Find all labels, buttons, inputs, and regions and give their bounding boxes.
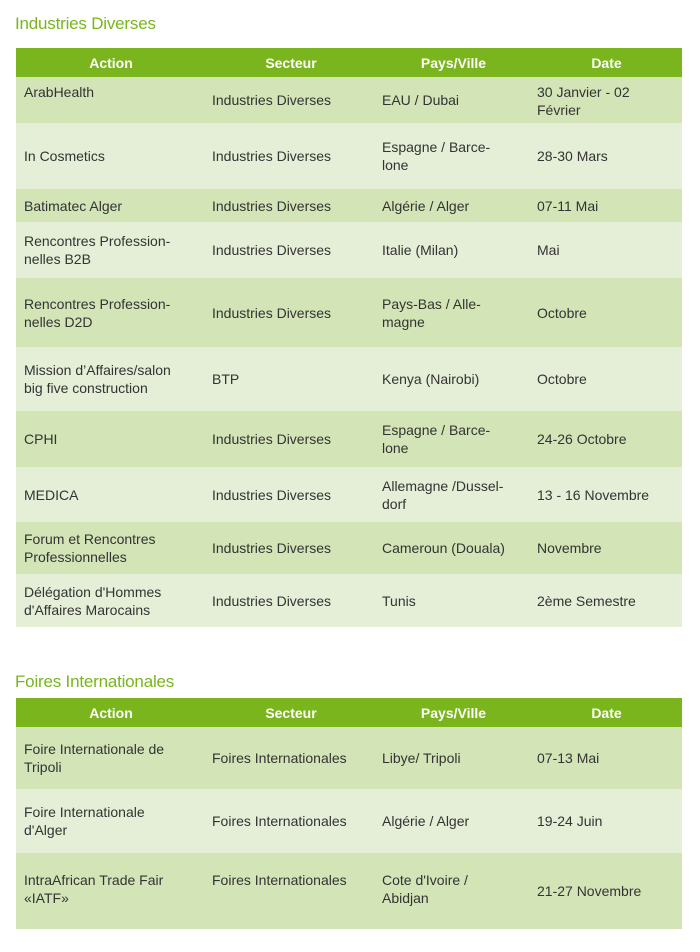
table-row	[16, 727, 682, 789]
table-row	[16, 574, 682, 627]
table-foires	[16, 698, 682, 929]
cell-secteur	[206, 123, 376, 189]
cell-pays-text: Italie (Milan)	[382, 242, 459, 258]
cell-secteur-text: Industries Diverses	[212, 486, 332, 503]
header-secteur: Secteur	[265, 704, 317, 721]
cell-pays	[376, 278, 531, 347]
cell-action	[16, 411, 206, 467]
cell-secteur	[206, 278, 376, 347]
cell-action-text: ArabHealth	[24, 84, 95, 100]
table-row	[16, 789, 682, 853]
cell-pays	[376, 789, 531, 853]
cell-action-text: MEDICA	[24, 486, 79, 503]
cell-pays-text: EAU / Dubai	[382, 92, 460, 108]
cell-date	[531, 727, 682, 789]
cell-secteur-text: Industries Diverses	[212, 242, 332, 258]
cell-pays-text: Libye/ Tripoli	[382, 750, 461, 766]
cell-action	[16, 574, 206, 627]
cell-action-text: Mission d’Affaires/salon big five construction	[24, 362, 171, 396]
cell-pays	[376, 189, 531, 222]
cell-date-text: Mai	[537, 242, 560, 258]
table-header	[16, 48, 682, 77]
cell-secteur-text: Industries Diverses	[212, 92, 332, 108]
cell-pays	[376, 347, 531, 411]
cell-date-text: 21-27 Novembre	[537, 883, 642, 899]
cell-date	[531, 189, 682, 222]
cell-secteur	[206, 574, 376, 627]
cell-action-text: Rencontres Profession- nelles D2D	[24, 295, 171, 330]
cell-secteur	[206, 411, 376, 467]
cell-pays	[376, 411, 531, 467]
cell-secteur	[206, 189, 376, 222]
cell-secteur	[206, 467, 376, 522]
cell-secteur-text: Industries Diverses	[212, 592, 332, 609]
table-row	[16, 853, 682, 929]
table-header	[16, 698, 682, 727]
cell-secteur-text: Industries Diverses	[212, 148, 332, 164]
cell-pays	[376, 123, 531, 189]
cell-date	[531, 467, 682, 522]
cell-pays-text: Espagne / Barce- lone	[382, 139, 491, 173]
table-row	[16, 278, 682, 347]
cell-date-text: 13 - 16 Novembre	[537, 486, 650, 503]
cell-action	[16, 189, 206, 222]
cell-secteur-text: Industries Diverses	[212, 304, 332, 321]
cell-date-text: 28-30 Mars	[537, 148, 608, 164]
cell-pays-text: Espagne / Barce- lone	[382, 422, 491, 456]
cell-action-text: Foire Internationale de Tripoli	[24, 741, 165, 775]
cell-action	[16, 789, 206, 853]
header-action: Action	[89, 704, 133, 721]
cell-date-text: Octobre	[537, 304, 587, 321]
cell-date	[531, 347, 682, 411]
cell-secteur	[206, 77, 376, 123]
header-date: Date	[591, 54, 622, 71]
table-row	[16, 189, 682, 222]
cell-pays	[376, 853, 531, 929]
cell-secteur	[206, 853, 376, 929]
cell-pays	[376, 727, 531, 789]
cell-pays-text: Algérie / Alger	[382, 813, 470, 829]
cell-pays-text: Kenya (Nairobi)	[382, 371, 480, 387]
table-row	[16, 411, 682, 467]
cell-action	[16, 727, 206, 789]
header-action: Action	[89, 54, 133, 71]
cell-date-text: 30 Janvier - 02 Février	[537, 84, 630, 118]
cell-date	[531, 411, 682, 467]
cell-date	[531, 522, 682, 574]
cell-action	[16, 222, 206, 278]
cell-action	[16, 278, 206, 347]
cell-date-text: 07-13 Mai	[537, 750, 600, 766]
cell-action-text: CPHI	[24, 431, 58, 447]
cell-date	[531, 853, 682, 929]
cell-date	[531, 222, 682, 278]
table-row	[16, 467, 682, 522]
table-row	[16, 222, 682, 278]
cell-date-text: 07-11 Mai	[537, 197, 599, 214]
cell-action	[16, 467, 206, 522]
cell-secteur	[206, 789, 376, 853]
cell-pays	[376, 467, 531, 522]
cell-pays-text: Cameroun (Douala)	[382, 540, 505, 556]
cell-action	[16, 853, 206, 929]
cell-secteur-text: Industries Diverses	[212, 540, 332, 556]
cell-date-text: 24-26 Octobre	[537, 431, 627, 447]
cell-action-text: Forum et Rencontres Professionnelles	[24, 531, 156, 565]
cell-secteur-text: BTP	[212, 371, 240, 387]
cell-date	[531, 574, 682, 627]
cell-pays	[376, 522, 531, 574]
table-industries	[16, 48, 682, 627]
cell-pays-text: Tunis	[382, 592, 416, 609]
cell-date	[531, 789, 682, 853]
section-title-industries: Industries Diverses	[15, 14, 156, 33]
cell-action-text: Batimatec Alger	[24, 197, 123, 214]
cell-action-text: Rencontres Profession- nelles B2B	[24, 233, 171, 267]
cell-pays	[376, 77, 531, 123]
cell-secteur-text: Industries Diverses	[212, 431, 332, 447]
cell-secteur-text: Foires Internationales	[212, 872, 347, 888]
cell-secteur-text: Industries Diverses	[212, 197, 332, 214]
cell-date-text: 19-24 Juin	[537, 813, 603, 829]
table-row	[16, 77, 682, 123]
cell-secteur-text: Foires Internationales	[212, 813, 347, 829]
cell-pays	[376, 574, 531, 627]
cell-pays-text: Cote d'Ivoire / Abidjan	[382, 872, 468, 906]
cell-date	[531, 77, 682, 123]
cell-secteur	[206, 222, 376, 278]
header-pays: Pays/Ville	[420, 54, 487, 71]
cell-action-text: In Cosmetics	[24, 148, 105, 164]
cell-secteur-text: Foires Internationales	[212, 750, 347, 766]
cell-action	[16, 522, 206, 574]
cell-date-text: 2ème Semestre	[537, 592, 636, 609]
cell-date-text: Novembre	[537, 540, 602, 556]
header-secteur: Secteur	[265, 54, 317, 71]
table-row	[16, 522, 682, 574]
cell-action	[16, 123, 206, 189]
cell-date-text: Octobre	[537, 371, 587, 387]
section-title-foires: Foires Internationales	[15, 672, 175, 691]
cell-pays-text: Allemagne /Dussel- dorf	[382, 477, 504, 512]
cell-action-text: Délégation d'Hommes d'Affaires Marocains	[24, 583, 162, 618]
cell-date	[531, 278, 682, 347]
cell-action	[16, 347, 206, 411]
cell-action-text: IntraAfrican Trade Fair «IATF»	[24, 872, 164, 906]
cell-action	[16, 77, 206, 123]
cell-secteur	[206, 522, 376, 574]
cell-date	[531, 123, 682, 189]
table-row	[16, 347, 682, 411]
cell-action-text: Foire Internationale d'Alger	[24, 804, 145, 838]
header-pays: Pays/Ville	[420, 704, 487, 721]
header-date: Date	[591, 704, 622, 721]
cell-pays	[376, 222, 531, 278]
table-row	[16, 123, 682, 189]
cell-secteur	[206, 727, 376, 789]
cell-pays-text: Pays-Bas / Alle- magne	[382, 295, 481, 330]
cell-pays-text: Algérie / Alger	[382, 197, 470, 214]
cell-secteur	[206, 347, 376, 411]
